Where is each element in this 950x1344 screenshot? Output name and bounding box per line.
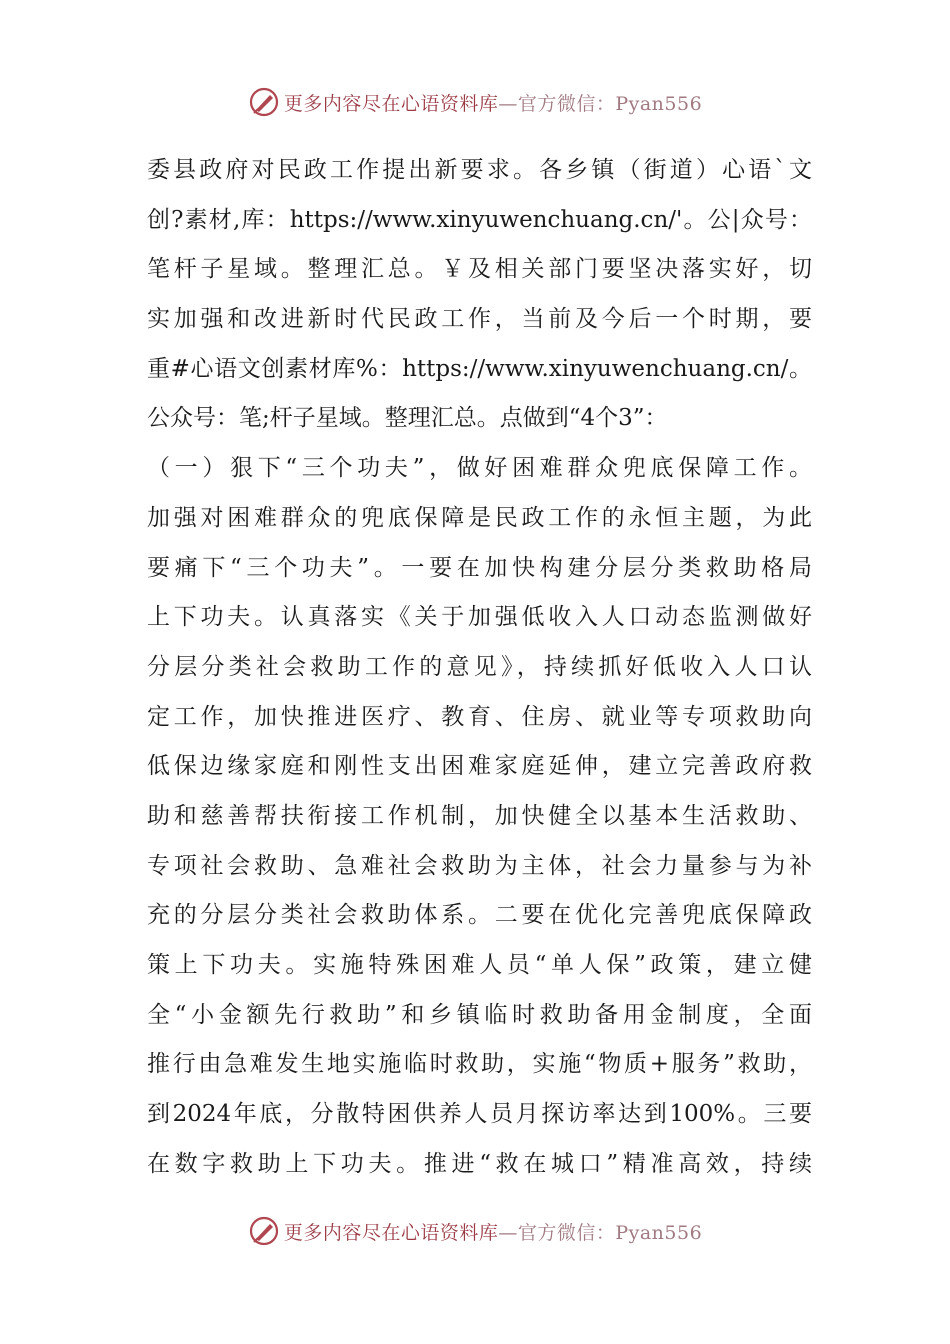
body-line: 笔杆子星域。整理汇总。￥及相关部门要坚决落实好，切: [147, 256, 812, 283]
body-line: 加强对困难群众的兜底保障是民政工作的永恒主题，为此: [147, 504, 812, 531]
body-line: 低保边缘家庭和刚性支出困难家庭延伸，建立完善政府救: [147, 753, 812, 780]
footer-brand-text: 更多内容尽在心语资料库: [283, 1221, 499, 1244]
body-line: 要痛下“三个功夫”。一要在加快构建分层分类救助格局: [147, 554, 812, 581]
body-line: 助和慈善帮扶衔接工作机制，加快健全以基本生活救助、: [147, 802, 812, 829]
quill-logo-icon: [248, 1215, 280, 1247]
header-banner-text: [284, 89, 702, 116]
body-line: 策上下功夫。实施特殊困难人员“单人保”政策，建立健: [147, 952, 812, 978]
body-line: 重#心语文创素材库%：https://www.xinyuwenchuang.cn/。: [147, 355, 812, 382]
header-watermark-banner: [0, 82, 950, 122]
body-line: 在数字救助上下功夫。推进“救在城口”精准高效，持续: [147, 1150, 812, 1177]
body-line: 分层分类社会救助工作的意见》，持续抓好低收入人口认: [147, 653, 812, 680]
body-line: 专项社会救助、急难社会救助为主体，社会力量参与为补: [147, 852, 812, 879]
footer-banner-text: [284, 1218, 702, 1245]
body-line: 上下功夫。认真落实《关于加强低收入人口动态监测做好: [147, 604, 812, 631]
quill-logo-icon: [248, 86, 280, 118]
header-separator: —: [498, 92, 518, 115]
header-brand-text: 更多内容尽在心语资料库: [283, 92, 499, 115]
footer-separator: —: [498, 1221, 518, 1244]
section-heading: （一）狠下“三个功夫”，做好困难群众兜底保障工作。: [147, 455, 812, 482]
body-line: 公众号：笔;杆子星域。整理汇总。点做到“4个3”：: [147, 405, 668, 432]
body-line: 推行由急难发生地实施临时救助，实施“物质+服务”救助，: [147, 1051, 812, 1078]
footer-contact-text: 官方微信：Pyan556: [517, 1221, 703, 1244]
body-line: 实加强和改进新时代民政工作，当前及今后一个时期，要: [147, 306, 812, 333]
body-line: 到2024年底，分散特困供养人员月探访率达到100%。三要: [147, 1101, 812, 1128]
footer-watermark-banner: [0, 1211, 950, 1251]
body-line: 充的分层分类社会救助体系。二要在优化完善兜底保障政: [147, 902, 812, 929]
body-line: 创?素材,库：https://www.xinyuwenchuang.cn/'。公|众号：: [147, 206, 812, 233]
header-contact-text: 官方微信：Pyan556: [517, 92, 703, 115]
document-body: [147, 146, 812, 1189]
body-line: 委县政府对民政工作提出新要求。各乡镇（街道）心语`文: [147, 157, 812, 183]
body-line: 定工作，加快推进医疗、教育、住房、就业等专项救助向: [147, 703, 812, 730]
body-line: 全“小金额先行救助”和乡镇临时救助备用金制度，全面: [147, 1001, 812, 1028]
